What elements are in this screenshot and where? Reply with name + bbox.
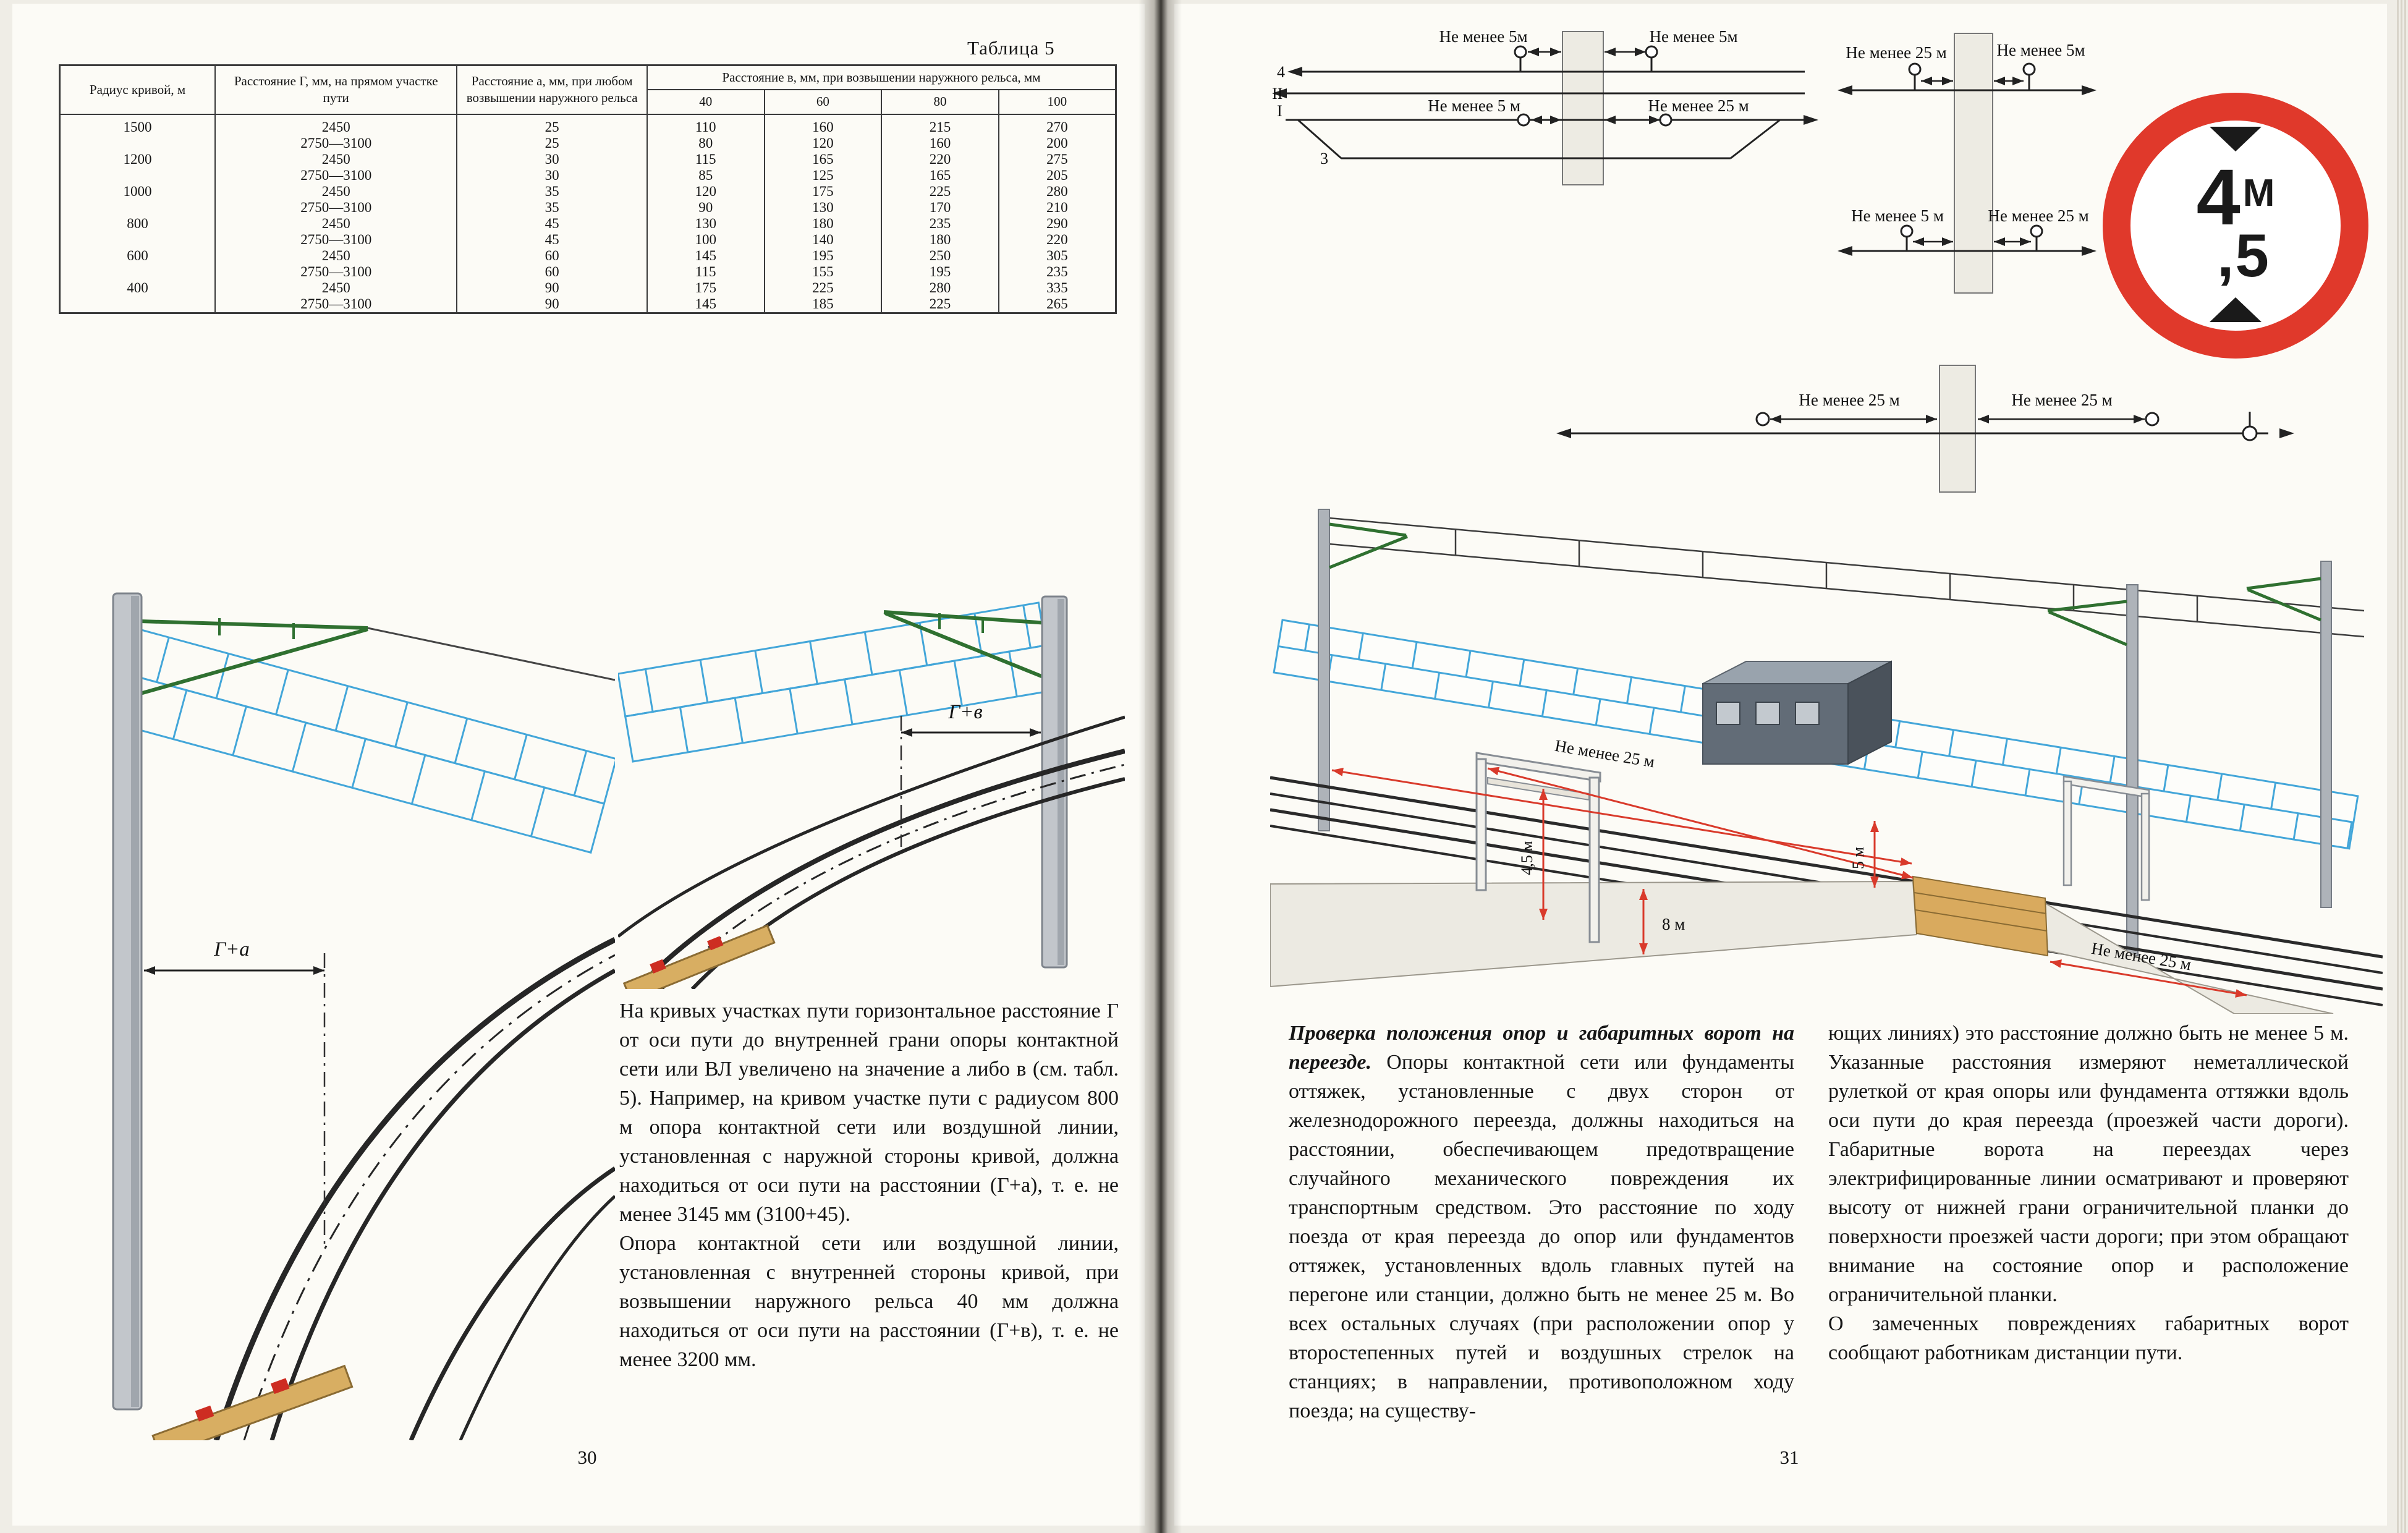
table-row — [60, 135, 1116, 151]
left-page-text — [619, 996, 1119, 1374]
table-row — [60, 200, 1116, 216]
sign-fraction: ,5 — [2217, 221, 2270, 290]
distance-label: Не менее 5м — [1649, 28, 1738, 46]
page-edges — [2397, 0, 2408, 1533]
sign-bottom-triangle-icon — [2210, 297, 2262, 322]
cell: 305 — [999, 248, 1116, 264]
table-caption: Таблица 5 — [967, 37, 1055, 59]
cell: 175 — [765, 184, 882, 200]
cell: 210 — [999, 200, 1116, 216]
cell: 2750—3100 — [215, 296, 457, 313]
paragraph — [1289, 1019, 1794, 1425]
cell: 130 — [765, 200, 882, 216]
pole — [113, 593, 142, 1409]
cell: 270 — [999, 114, 1116, 135]
clearance-table — [59, 64, 1117, 314]
cell-radius: 400 — [60, 280, 216, 313]
cell: 275 — [999, 151, 1116, 168]
cell: 180 — [765, 216, 882, 232]
road — [1270, 881, 2333, 1014]
paragraph: Опора контактной сети или воздушной линии, установленная с внутренней стороны кривой, при возвышении наружного рельса 40 мм должна находиться от оси пути на расстоянии (Г+в), т. е. не менее 3200 мм. — [619, 1232, 1119, 1371]
distance-label-45m: 4,5 м — [1518, 841, 1536, 875]
height-limit-sign — [2103, 93, 2368, 359]
cell: 80 — [647, 135, 765, 151]
sign-value — [2196, 153, 2275, 290]
right-text-column-2 — [1828, 1019, 2349, 1367]
distance-label: Не менее 5 м — [1428, 96, 1520, 115]
cell: 215 — [881, 114, 999, 135]
sign-digit: 4 — [2196, 153, 2241, 242]
cell: 195 — [881, 264, 999, 280]
table-row — [60, 168, 1116, 184]
cell: 2450 — [215, 248, 457, 264]
track-arrows — [1272, 67, 1818, 125]
sign-unit: М — [2242, 172, 2275, 215]
cell: 35 — [457, 200, 647, 216]
cell: 85 — [647, 168, 765, 184]
paragraph: О замеченных повреждениях габаритных ворот сообщают работникам дистанции пути. — [1828, 1312, 2349, 1364]
track-number: 4 — [1277, 63, 1285, 81]
cell: 130 — [647, 216, 765, 232]
distance-label: Не менее 25 м — [1846, 43, 1947, 62]
th-distance-v: Расстояние в, мм, при возвышении наружного рельса, мм — [647, 66, 1116, 90]
figure-curve-inner-pole — [618, 575, 1125, 989]
cell: 155 — [765, 264, 882, 280]
contact-wire — [368, 628, 615, 680]
cell: 2750—3100 — [215, 264, 457, 280]
cell: 120 — [765, 135, 882, 151]
cell: 90 — [457, 296, 647, 313]
cell: 185 — [765, 296, 882, 313]
cell: 2750—3100 — [215, 168, 457, 184]
diagram-open-line-crossing — [1556, 365, 2294, 492]
page-number-right: 31 — [1779, 1446, 1799, 1468]
cell: 180 — [881, 232, 999, 248]
cell: 30 — [457, 151, 647, 168]
track-lines — [1286, 72, 1805, 158]
th-v40: 40 — [647, 90, 765, 114]
distance-label-track: Не менее 25 м — [2090, 938, 2193, 974]
figure-curve-outer-pole — [34, 575, 615, 1440]
cell: 2750—3100 — [215, 135, 457, 151]
cell-radius: 1200 — [60, 151, 216, 184]
distance-label: Не менее 5 м — [1851, 206, 1944, 225]
cell: 125 — [765, 168, 882, 184]
cell: 140 — [765, 232, 882, 248]
distance-label: Не менее 5м — [1996, 41, 2085, 59]
wall-sketch — [114, 629, 615, 852]
wall-sketch — [618, 603, 1053, 762]
cell: 195 — [765, 248, 882, 264]
cell: 235 — [999, 264, 1116, 280]
table-row — [60, 114, 1116, 135]
cell: 45 — [457, 232, 647, 248]
cell: 2450 — [215, 216, 457, 232]
paragraph-rest: Опоры контактной сети или фундаменты оттяжек, установленные с двух сторон от железнодорожного переезда, должны находиться на расстоянии, обеспечивающем предотвращение случайного механического повреждения их транспортным средством. Это расстояние по ходу поезда от края переезда до опор или фундаментов оттяжек, установленных вдоль главных путей на перегоне или станции, должно быть не менее 25 м. Во всех остальных случаях (при расположении опор у второстепенных путей и воздушных стрелок на станциях; в направлении, противоположном ходу поезда; на существу- — [1289, 1051, 1794, 1422]
table-row — [60, 248, 1116, 264]
cell: 25 — [457, 135, 647, 151]
cell: 235 — [881, 216, 999, 232]
cell: 2450 — [215, 114, 457, 135]
sign-face — [2103, 93, 2368, 359]
road-band — [1562, 32, 1603, 185]
table-row — [60, 184, 1116, 200]
catenary-wires — [1329, 518, 2364, 637]
cell: 265 — [999, 296, 1116, 313]
label-gv: Г+в — [948, 701, 983, 723]
th-v100: 100 — [999, 90, 1116, 114]
distance-label-8m: 8 м — [1662, 915, 1685, 933]
table-row — [60, 216, 1116, 232]
distance-label: Не менее 25 м — [1988, 206, 2089, 225]
distance-label: Не менее 5м — [1439, 28, 1528, 46]
table-row — [60, 151, 1116, 168]
cell: 225 — [765, 280, 882, 296]
track-number: I — [1277, 102, 1282, 120]
cell: 335 — [999, 280, 1116, 296]
distance-label: Не менее 25 м — [1648, 96, 1749, 115]
cell: 110 — [647, 114, 765, 135]
th-radius: Радиус кривой, м — [60, 66, 216, 114]
cell-radius: 1000 — [60, 184, 216, 216]
paragraph: ющих линиях) это расстояние должно быть не менее 5 м. Указанные расстояния измеряют неметаллической рулеткой от края опоры или фундамента оттяжки вдоль оси пути до края переезда (проезжей части дороги). Габаритные ворота на переездах через электрифицированные линии осматривают и проверяют высоту от нижней грани ограничительной планки до поверхности проезжей части дороги; при этом обращают внимание на состояние опор и расположение ограничительной планки. — [1828, 1022, 2349, 1306]
distance-label-wall: Не менее 25 м — [1553, 736, 1656, 771]
table-row — [60, 280, 1116, 296]
table-row — [60, 264, 1116, 280]
cell: 165 — [881, 168, 999, 184]
cell: 170 — [881, 200, 999, 216]
cell: 60 — [457, 248, 647, 264]
cell: 115 — [647, 151, 765, 168]
track-curves — [216, 940, 615, 1440]
pole-far-right — [2247, 561, 2331, 907]
table-row — [60, 296, 1116, 313]
cell: 200 — [999, 135, 1116, 151]
label-ga: Г+а — [214, 938, 250, 961]
cell: 205 — [999, 168, 1116, 184]
cell: 2750—3100 — [215, 232, 457, 248]
th-distance-a: Расстояние а, мм, при любом возвышении наружного рельса — [457, 66, 647, 114]
cell-radius: 800 — [60, 216, 216, 248]
table-wrap — [59, 64, 1117, 314]
distance-label-5m: 5 м — [1849, 847, 1867, 869]
sleeper — [621, 918, 774, 989]
pole-marks — [1757, 412, 2257, 440]
cell: 120 — [647, 184, 765, 200]
cell: 220 — [999, 232, 1116, 248]
th-distance-g: Расстояние Г, мм, на прямом участке пути — [215, 66, 457, 114]
cell: 250 — [881, 248, 999, 264]
page-number-left: 30 — [577, 1446, 597, 1468]
cell: 280 — [999, 184, 1116, 200]
dimension-ga — [144, 938, 324, 1246]
th-v80: 80 — [881, 90, 999, 114]
th-v60: 60 — [765, 90, 882, 114]
cell: 90 — [647, 200, 765, 216]
distance-label: Не менее 25 м — [2011, 391, 2113, 409]
cell: 115 — [647, 264, 765, 280]
track-number: 3 — [1320, 150, 1328, 168]
cell: 145 — [647, 248, 765, 264]
cell: 290 — [999, 216, 1116, 232]
table-row — [60, 232, 1116, 248]
sleeper — [150, 1357, 352, 1440]
cell: 165 — [765, 151, 882, 168]
cell-radius: 1500 — [60, 114, 216, 151]
cell: 225 — [881, 184, 999, 200]
cell: 25 — [457, 114, 647, 135]
cell: 45 — [457, 216, 647, 232]
cell: 220 — [881, 151, 999, 168]
cell: 30 — [457, 168, 647, 184]
cell: 280 — [881, 280, 999, 296]
paragraph-lead: Проверка положения опор и габаритных ворот на переезде. — [1289, 1022, 1794, 1074]
cell: 100 — [647, 232, 765, 248]
right-text-column-1 — [1289, 1019, 1794, 1425]
book-spine — [1138, 0, 1182, 1533]
cell: 90 — [457, 280, 647, 296]
cell: 2450 — [215, 184, 457, 200]
crossing-keeper-building — [1703, 661, 1891, 764]
pole — [1042, 597, 1067, 967]
road-band — [1954, 33, 1993, 293]
cell: 2450 — [215, 151, 457, 168]
cell: 2750—3100 — [215, 200, 457, 216]
cell: 225 — [881, 296, 999, 313]
paragraph: На кривых участках пути горизонтальное расстояние Г от оси пути до внутренней грани опоры контактной сети или ВЛ увеличено на значение а либо в (см. табл. 5). Например, на кривом участке пути с радиусом 800 м опора контактной сети или воздушной линии, установленная с наружной стороны кривой, должна находиться от оси пути на расстоянии (Г+а), т. е. не менее 3145 мм (3100+45). — [619, 1000, 1119, 1226]
cell: 160 — [765, 114, 882, 135]
cell-radius: 600 — [60, 248, 216, 280]
track-number: II — [1272, 85, 1283, 103]
crossing-decking — [1913, 877, 2048, 956]
diagram-station-crossing — [1272, 28, 1818, 185]
cell: 160 — [881, 135, 999, 151]
cell: 175 — [647, 280, 765, 296]
road-band — [1940, 365, 1975, 492]
cell: 145 — [647, 296, 765, 313]
sign-top-triangle-icon — [2210, 127, 2262, 151]
distance-label: Не менее 25 м — [1799, 391, 1900, 409]
diagram-two-tracks-crossing — [1838, 33, 2096, 293]
crossing-isometric-illustration — [1270, 487, 2383, 1014]
cell: 2450 — [215, 280, 457, 296]
cell: 35 — [457, 184, 647, 200]
cell: 60 — [457, 264, 647, 280]
